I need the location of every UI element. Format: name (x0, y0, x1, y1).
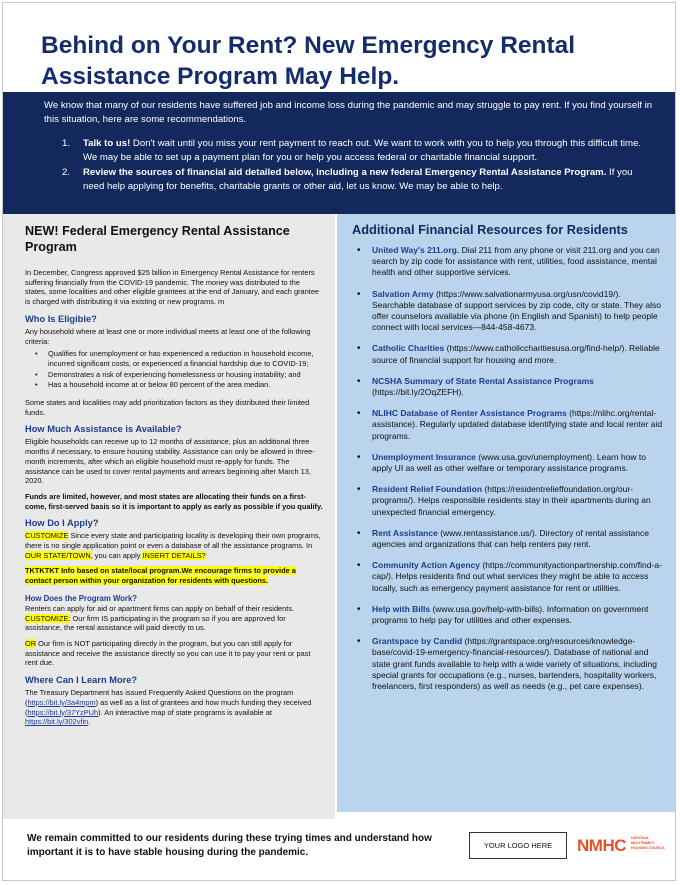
recommendation-item: 1. Talk to us! Don't wait until you miss your rent payment to reach out. We want to work with you to help you through this difficult time. We may be able to set up a payment plan for you or help you access federal or charitable financial support. (62, 138, 641, 163)
resource-item: • NCSHA Summary of State Rental Assistance Programs (https://bit.ly/2OqZEFH). (357, 376, 663, 398)
resource-item: • Help with Bills (www.usa.gov/help-with-bills). Information on government programs to help pay for utilities and other expenses. (357, 604, 663, 626)
resources-list (352, 245, 663, 692)
resource-item: • Grantspace by Candid (https://grantspace.org/resources/knowledge-base/covid-19-emergency-financial-resources/). Database of national and state grant funds available to help with a wide variety of situations, including special grants for occupations (e.g., nurses, bartenders, hospitality workers, freelancers, first responders) as well as needs (e.g., pet care expenses). (357, 636, 663, 692)
banner-intro: We know that many of our residents have suffered job and income loss during the pandemic and may struggle to pay rent. If you find yourself in this situation, here are some recommendations. (44, 100, 653, 125)
page-title: Behind on Your Rent? New Emergency Rental Assistance Program May Help. (41, 32, 576, 90)
resource-item: • Salvation Army (https://www.salvationarmyusa.org/usn/covid19/). Searchable database of support services by zip code, city or state. They also offer counselors available via phone (in English and Spanish) to help people connect with local services—844-458-4673. (357, 289, 663, 334)
resources-column (337, 214, 675, 812)
resource-item: • Catholic Charities (https://www.catholiccharitiesusa.org/find-help/). Reliable source of financial support for housing and more. (357, 343, 663, 365)
prioritization-note: Some states and localities may add prioritization factors as they distributed their limited funds. (25, 398, 310, 417)
learn-more-heading: Where Can I Learn More? (25, 675, 138, 686)
funds-limited-note: Funds are limited, however, and most states are allocating their funds on a first-come, first-served basis so it is important to apply as early as possible if you qualify. (25, 491, 323, 511)
state-map-link[interactable]: https://bit.ly/302vfin (25, 717, 89, 727)
resource-item: • United Way's 211.org. Dial 211 from any phone or visit 211.org and you can search by zip code for assistance with rent, utilities, food assistance, mental health and other supportive services. (357, 245, 663, 279)
resource-item: • Rent Assistance (www.rentassistance.us/). Directory of rental assistance agencies and organizations that can help renters pay rent. (357, 528, 663, 550)
nmhc-logo: NMHC (577, 836, 626, 855)
recommendations-list (44, 137, 655, 194)
resource-item: • NLIHC Database of Renter Assistance Programs (https://nlihc.org/rental-assistance). Regularly updated database identifying state and local renter aid programs. (357, 408, 663, 442)
resource-item: • Resident Relief Foundation (https://residentrelieffoundation.org/our-programs/). Helps responsible residents stay in their apartments during an unexpected financial emergency. (357, 484, 663, 518)
federal-program-column (3, 214, 335, 819)
contact-placeholder: TKTKTKT Info based on state/local program.We encourage firms to provide a contact person within your organization for residents with questions. (25, 566, 296, 586)
criteria-item: • Demonstrates a risk of experiencing homelessness or housing instability; and (35, 370, 323, 380)
nmhc-logo-caption: NATIONAL MULTIFAMILY HOUSING COUNCIL (631, 836, 666, 850)
amount-heading: How Much Assistance is Available? (25, 424, 182, 435)
footer-commitment: We remain committed to our residents during these trying times and understand how important it is to have stable housing during the pandemic. (27, 833, 432, 858)
intro-banner (3, 92, 675, 214)
eligibility-criteria (25, 349, 323, 390)
logo-placeholder: YOUR LOGO HERE (469, 832, 567, 859)
faq-link[interactable]: https://bit.ly/3a4mpm (27, 697, 96, 707)
learn-more-text: The Treasury Department has issued Frequently Asked Questions on the program (https://bit.ly/3a4mpm) as well as a list of grantees and how much funding they received (https://bit.ly/37YzPUh). An interactive map of state programs is available at https://bit.ly/302vfin. (25, 688, 312, 727)
apply-text: CUSTOMIZE Since every state and participating locality is developing their own programs, there is no single application point or even a database of all the assistance programs. In OUR STATE/TOWN, you can apply INSERT DETAILS? (25, 531, 321, 560)
program-works-heading: How Does the Program Work? (25, 593, 138, 603)
recommendation-item: 2. Review the sources of financial aid detailed below, including a new federal Emergency Rental Assistance Program. If you need help applying for benefits, charitable grants or other aid, let us know. We may be able to help. (62, 167, 633, 192)
criteria-item: • Qualifies for unemployment or has experienced a reduction in household income, incurred significant costs, or experienced a financial hardship due to COVID-19; (35, 349, 323, 368)
criteria-item: • Has a household income at or below 80 percent of the area median. (35, 380, 323, 390)
program-works-text: Renters can apply for aid or apartment firms can apply on behalf of their residents. CUSTOMIZE: Our firm IS participating in the program so if you are approved for assistance, the rental assistance will paid directly to us. (25, 603, 295, 633)
amount-text: Eligible households can receive up to 12 months of assistance, plus an additional three months if necessary, to ensure housing stability. Assistance can only be allowed in three-month increments, after which an eligible household must re-apply for funds. The assistance can be used to cover rental payments and arrears beginning after March 13, 2020. (25, 437, 315, 486)
grantees-link[interactable]: https://bit.ly/37YzPUh (27, 707, 99, 717)
apply-heading: How Do I Apply? (25, 518, 99, 529)
resources-heading: Additional Financial Resources for Residents (352, 222, 628, 237)
eligibility-heading: Who Is Eligible? (25, 313, 97, 324)
resource-item: • Unemployment Insurance (www.usa.gov/unemployment). Learn how to apply UI as well as other welfare or temporary assistance programs. (357, 452, 663, 474)
federal-program-heading: NEW! Federal Emergency Rental Assistance Program (25, 224, 290, 254)
eligibility-lead: Any household where at least one or more individual meets at least one of the following criteria: (25, 326, 311, 346)
program-works-alt: OR Our firm is NOT participating directly in the program, but you can still apply for assistance and receive the assistance directly so you can use it to pay your rent or past rent due. (25, 638, 311, 668)
program-intro: In December, Congress approved $25 billion in Emergency Rental Assistance for renters suffering financially from the COVID-19 pandemic. The money was distributed to the states, some localities and other eligible grantees at the end of January, and each grantee is charged with distributing it via existing or new programs. m (25, 268, 320, 307)
resource-item: • Community Action Agency (https://communityactionpartnership.com/find-a-cap/). Helps residents find out what services they might be able to access locally, such as emergency payment assistance for rent or utilities. (357, 560, 663, 594)
